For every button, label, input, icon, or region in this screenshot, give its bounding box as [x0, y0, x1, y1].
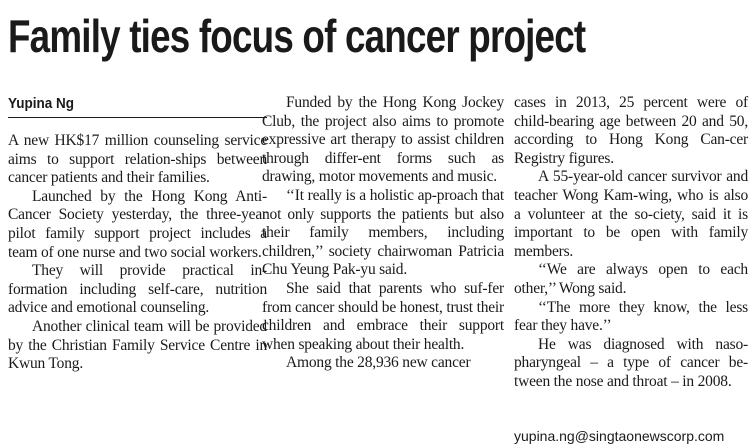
- article-column-3: [514, 94, 748, 392]
- paragraph: She said that parents who suf-fer from cancer should be honest, trust their children and embrace their support when speaking about their health.: [262, 279, 504, 353]
- paragraph: ‘‘We are always open to each other,’’ Wong said.: [514, 261, 748, 297]
- paragraph: Funded by the Hong Kong Jockey Club, the project also aims to promote expressive art therapy to assist children through differ-ent forms such as drawing, motor movements and music.: [262, 94, 504, 186]
- paragraph: ‘‘The more they know, the less fear they have.’’: [514, 298, 748, 335]
- paragraph: Launched by the Hong Kong Anti-Cancer Society yesterday, the three-year pilot family support project includes a team of one nurse and two social workers.: [8, 187, 267, 261]
- author-email: yupina.ng@singtaonewscorp.com: [514, 428, 725, 444]
- paragraph: Another clinical team will be provided by the Christian Family Service Centre in Kwun Tong.: [8, 317, 267, 373]
- paragraph: cases in 2013, 25 percent were of child-bearing age between 20 and 50, according to Hong Kong Can-cer Registry figures.: [514, 94, 748, 167]
- byline-divider: [8, 117, 267, 118]
- paragraph: Among the 28,936 new cancer: [286, 354, 471, 372]
- paragraph: They will provide practical in-formation including self-care, nutrition advice and emotional counseling.: [8, 262, 267, 317]
- paragraph: He was diagnosed with naso-pharyngeal – a type of cancer be-tween the nose and throat – in 2008.: [514, 335, 748, 390]
- article-column-2: [262, 94, 504, 373]
- article-column-1: [8, 132, 267, 374]
- byline: Yupina Ng: [8, 95, 75, 112]
- headline: Family ties focus of cancer project: [8, 10, 586, 62]
- paragraph: A 55-year-old cancer survivor and teacher Wong Kam-wing, who is also a volunteer at the so-ciety, said it is important to be open with family members.: [514, 168, 748, 260]
- paragraph: A new HK$17 million counseling service aims to support relation-ships between cancer patients and their families.: [8, 132, 267, 187]
- paragraph: ‘‘It really is a holistic ap-proach that not only supports the patients but also their family members, including children,’’ society chairwoman Patricia Chu Yeung Pak-yu said.: [262, 186, 504, 279]
